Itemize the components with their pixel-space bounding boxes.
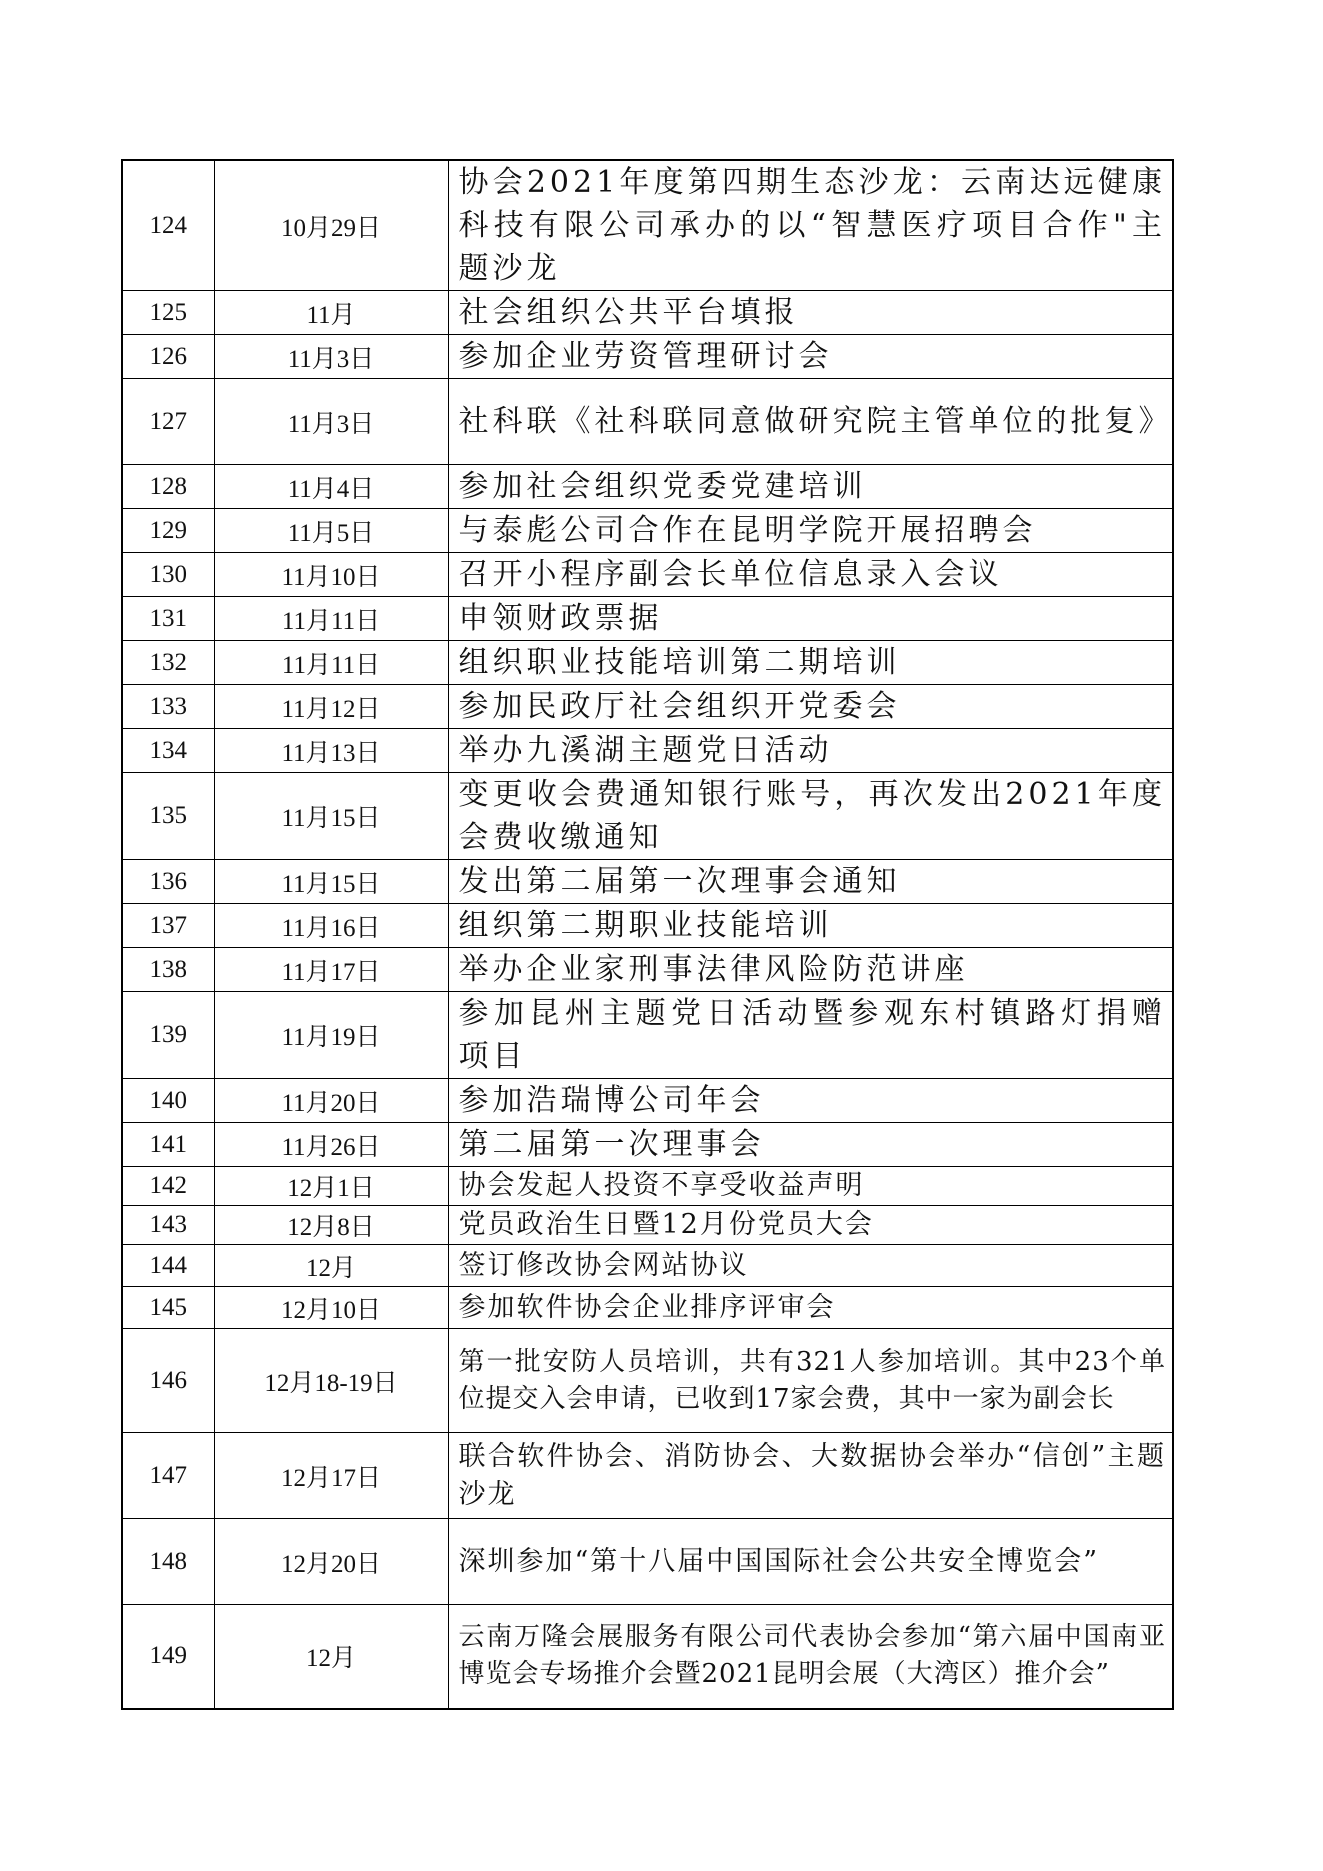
- table-row: [122, 335, 1173, 379]
- table-row: [122, 773, 1173, 860]
- row-date-cell: 12月8日: [214, 1206, 448, 1245]
- row-description-cell: 与泰彪公司合作在昆明学院开展招聘会: [448, 509, 1173, 553]
- table-row: [122, 948, 1173, 992]
- row-date-cell: 11月19日: [214, 992, 448, 1079]
- row-date-cell: 11月11日: [214, 641, 448, 685]
- row-number-cell: 132: [122, 641, 214, 685]
- row-description-cell: 参加昆州主题党日活动暨参观东村镇路灯捐赠项目: [448, 992, 1173, 1079]
- row-date-cell: 10月29日: [214, 160, 448, 291]
- row-description-cell: 变更收会费通知银行账号，再次发出2021年度会费收缴通知: [448, 773, 1173, 860]
- row-date-cell: 11月3日: [214, 379, 448, 465]
- row-date-cell: 11月17日: [214, 948, 448, 992]
- row-description-cell: 第一批安防人员培训，共有321人参加培训。其中23个单位提交入会申请，已收到17家会费，其中一家为副会长: [448, 1329, 1173, 1433]
- row-number-cell: 137: [122, 904, 214, 948]
- row-number-cell: 124: [122, 160, 214, 291]
- row-number-cell: 141: [122, 1123, 214, 1167]
- table-row: [122, 1433, 1173, 1519]
- row-description-cell: 组织职业技能培训第二期培训: [448, 641, 1173, 685]
- row-number-cell: 131: [122, 597, 214, 641]
- row-date-cell: 11月20日: [214, 1079, 448, 1123]
- table-row: [122, 904, 1173, 948]
- row-description-cell: 参加浩瑞博公司年会: [448, 1079, 1173, 1123]
- row-description-cell: 签订修改协会网站协议: [448, 1245, 1173, 1287]
- row-number-cell: 145: [122, 1287, 214, 1329]
- row-description-cell: 参加社会组织党委党建培训: [448, 465, 1173, 509]
- table-body: [122, 160, 1173, 1709]
- row-description-cell: 社科联《社科联同意做研究院主管单位的批复》: [448, 379, 1173, 465]
- row-description-cell: 参加企业劳资管理研讨会: [448, 335, 1173, 379]
- row-number-cell: 125: [122, 291, 214, 335]
- row-date-cell: 11月11日: [214, 597, 448, 641]
- row-date-cell: 11月5日: [214, 509, 448, 553]
- row-description-cell: 联合软件协会、消防协会、大数据协会举办“信创”主题沙龙: [448, 1433, 1173, 1519]
- row-description-cell: 参加软件协会企业排序评审会: [448, 1287, 1173, 1329]
- row-date-cell: 12月20日: [214, 1519, 448, 1605]
- table-row: [122, 1329, 1173, 1433]
- event-record-table: [121, 159, 1174, 1710]
- row-description-cell: 社会组织公共平台填报: [448, 291, 1173, 335]
- row-date-cell: 12月10日: [214, 1287, 448, 1329]
- row-date-cell: 11月10日: [214, 553, 448, 597]
- row-date-cell: 11月26日: [214, 1123, 448, 1167]
- row-number-cell: 146: [122, 1329, 214, 1433]
- row-number-cell: 140: [122, 1079, 214, 1123]
- table-row: [122, 1287, 1173, 1329]
- table-row: [122, 379, 1173, 465]
- table-row: [122, 509, 1173, 553]
- table-row: [122, 465, 1173, 509]
- row-description-cell: 举办九溪湖主题党日活动: [448, 729, 1173, 773]
- row-number-cell: 144: [122, 1245, 214, 1287]
- table-row: [122, 597, 1173, 641]
- table-row: [122, 729, 1173, 773]
- row-date-cell: 11月15日: [214, 773, 448, 860]
- table-row: [122, 1206, 1173, 1245]
- row-number-cell: 138: [122, 948, 214, 992]
- table-row: [122, 1167, 1173, 1206]
- table-row: [122, 291, 1173, 335]
- row-date-cell: 12月17日: [214, 1433, 448, 1519]
- table-row: [122, 553, 1173, 597]
- table-row: [122, 1245, 1173, 1287]
- table-row: [122, 160, 1173, 291]
- row-description-cell: 党员政治生日暨12月份党员大会: [448, 1206, 1173, 1245]
- table-row: [122, 1079, 1173, 1123]
- table-row: [122, 1605, 1173, 1709]
- row-description-cell: 云南万隆会展服务有限公司代表协会参加“第六届中国南亚博览会专场推介会暨2021昆明会展（大湾区）推介会”: [448, 1605, 1173, 1709]
- row-description-cell: 协会2021年度第四期生态沙龙：云南达远健康科技有限公司承办的以“智慧医疗项目合作"主题沙龙: [448, 160, 1173, 291]
- table-row: [122, 860, 1173, 904]
- row-number-cell: 126: [122, 335, 214, 379]
- row-number-cell: 133: [122, 685, 214, 729]
- row-description-cell: 协会发起人投资不享受收益声明: [448, 1167, 1173, 1206]
- row-number-cell: 127: [122, 379, 214, 465]
- row-number-cell: 130: [122, 553, 214, 597]
- row-description-cell: 举办企业家刑事法律风险防范讲座: [448, 948, 1173, 992]
- row-date-cell: 12月: [214, 1245, 448, 1287]
- row-date-cell: 12月1日: [214, 1167, 448, 1206]
- row-date-cell: 11月15日: [214, 860, 448, 904]
- row-description-cell: 申领财政票据: [448, 597, 1173, 641]
- table-row: [122, 992, 1173, 1079]
- row-description-cell: 参加民政厅社会组织开党委会: [448, 685, 1173, 729]
- row-number-cell: 149: [122, 1605, 214, 1709]
- row-date-cell: 11月16日: [214, 904, 448, 948]
- row-number-cell: 147: [122, 1433, 214, 1519]
- row-date-cell: 11月: [214, 291, 448, 335]
- row-number-cell: 129: [122, 509, 214, 553]
- row-date-cell: 11月4日: [214, 465, 448, 509]
- row-number-cell: 142: [122, 1167, 214, 1206]
- row-description-cell: 组织第二期职业技能培训: [448, 904, 1173, 948]
- row-number-cell: 136: [122, 860, 214, 904]
- table-row: [122, 1519, 1173, 1605]
- row-date-cell: 11月12日: [214, 685, 448, 729]
- row-description-cell: 发出第二届第一次理事会通知: [448, 860, 1173, 904]
- row-date-cell: 11月13日: [214, 729, 448, 773]
- row-description-cell: 召开小程序副会长单位信息录入会议: [448, 553, 1173, 597]
- row-number-cell: 135: [122, 773, 214, 860]
- row-description-cell: 深圳参加“第十八届中国国际社会公共安全博览会”: [448, 1519, 1173, 1605]
- row-date-cell: 11月3日: [214, 335, 448, 379]
- row-number-cell: 139: [122, 992, 214, 1079]
- table-row: [122, 685, 1173, 729]
- row-number-cell: 134: [122, 729, 214, 773]
- row-date-cell: 12月: [214, 1605, 448, 1709]
- table-row: [122, 641, 1173, 685]
- row-number-cell: 148: [122, 1519, 214, 1605]
- row-number-cell: 143: [122, 1206, 214, 1245]
- row-date-cell: 12月18-19日: [214, 1329, 448, 1433]
- table-row: [122, 1123, 1173, 1167]
- row-description-cell: 第二届第一次理事会: [448, 1123, 1173, 1167]
- row-number-cell: 128: [122, 465, 214, 509]
